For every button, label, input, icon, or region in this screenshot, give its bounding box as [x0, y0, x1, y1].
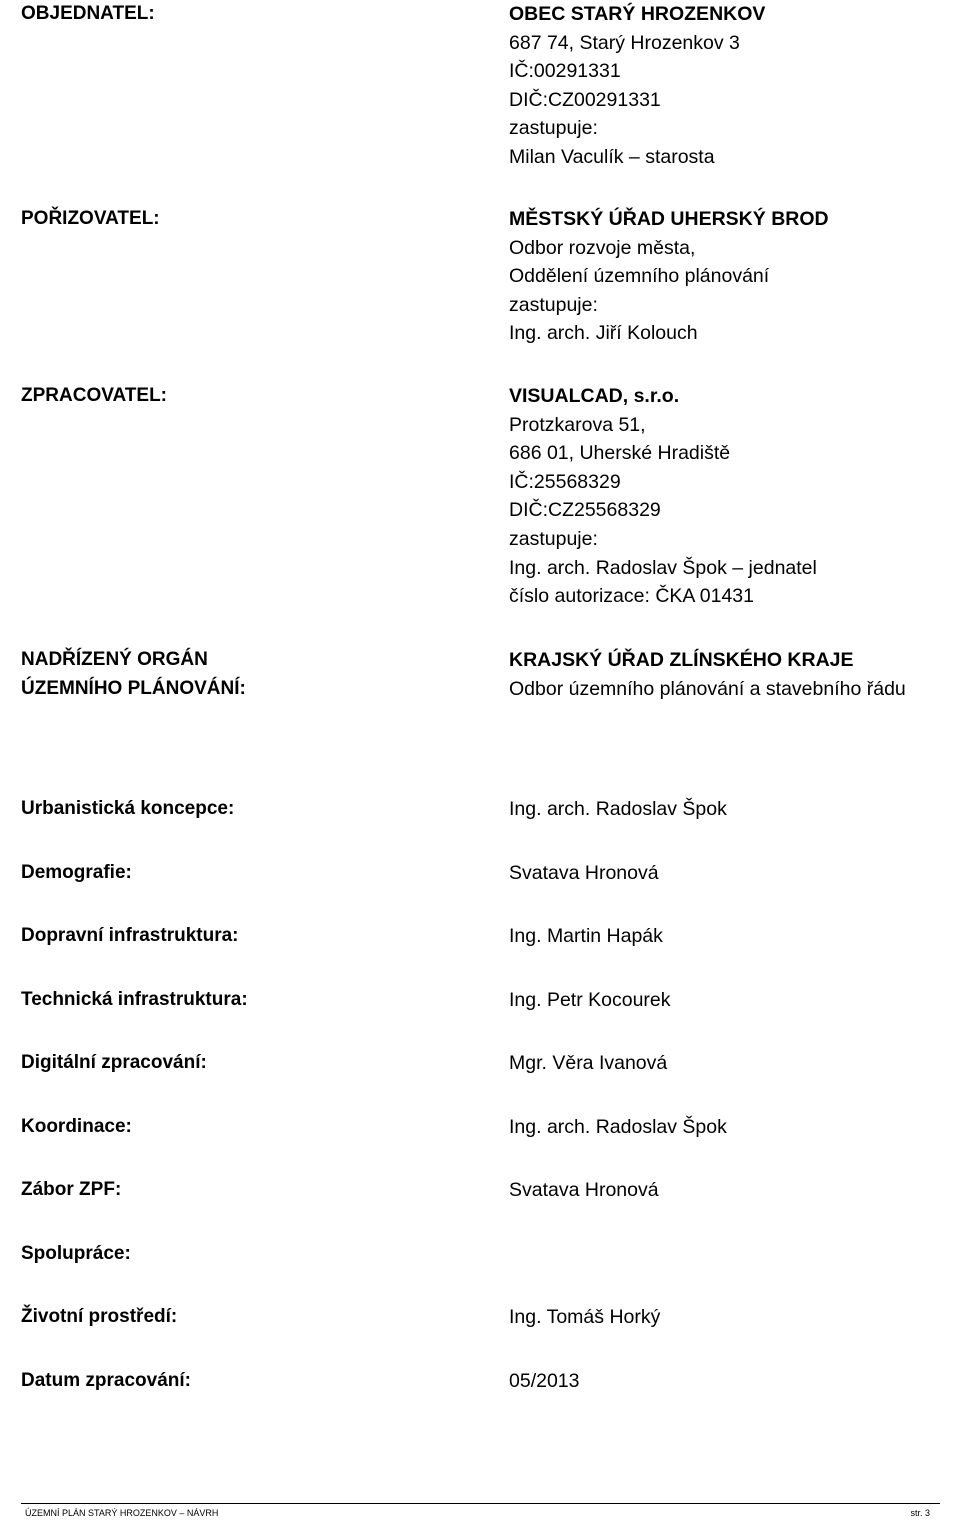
party-label: OBJEDNATEL: [21, 3, 155, 24]
party-line: Odbor rozvoje města, [509, 236, 696, 259]
party-name: KRAJSKÝ ÚŘAD ZLÍNSKÉHO KRAJE [509, 649, 854, 671]
party-line: zastupuje: [509, 293, 598, 316]
party-line: Ing. arch. Jiří Kolouch [509, 322, 698, 345]
team-person: Svatava Hronová [509, 862, 659, 884]
party-details [509, 382, 817, 611]
date-label: Datum zpracování: [21, 1370, 191, 1391]
party-label-line: NADŘÍZENÝ ORGÁN [21, 649, 208, 670]
team-person: Ing. arch. Radoslav Špok [509, 1116, 727, 1138]
party-line: IČ:25568329 [509, 470, 621, 493]
party-details [509, 205, 829, 348]
party-details [509, 646, 906, 703]
team-person: Ing. Petr Kocourek [509, 989, 671, 1011]
party-line: Oddělení územního plánování [509, 265, 770, 288]
date-value: 05/2013 [509, 1370, 580, 1392]
cooperation-person: Ing. Tomáš Horký [509, 1306, 661, 1328]
party-line: zastupuje: [509, 527, 598, 550]
footer-page-number: str. 3 [910, 1508, 930, 1518]
team-person: Svatava Hronová [509, 1179, 659, 1201]
party-label: ZPRACOVATEL: [21, 385, 168, 406]
team-role: Urbanistická koncepce: [21, 798, 235, 819]
party-label-line: ÚZEMNÍHO PLÁNOVÁNÍ: [21, 677, 246, 699]
party-line: číslo autorizace: ČKA 01431 [509, 585, 754, 608]
party-line: IČ:00291331 [509, 60, 621, 83]
footer-title: ÚZEMNÍ PLÁN STARÝ HROZENKOV – NÁVRH [25, 1508, 219, 1518]
party-line: 687 74, Starý Hrozenkov 3 [509, 31, 740, 54]
party-line: Odbor územního plánování a stavebního řádu [509, 677, 906, 700]
party-label [21, 646, 246, 703]
party-name: OBEC STARÝ HROZENKOV [509, 3, 766, 25]
team-role: Dopravní infrastruktura: [21, 925, 239, 946]
party-label: POŘIZOVATEL: [21, 208, 160, 229]
party-line: Protzkarova 51, [509, 413, 646, 436]
party-line: 686 01, Uherské Hradiště [509, 442, 731, 465]
team-role: Digitální zpracování: [21, 1052, 207, 1073]
party-line: DIČ:CZ25568329 [509, 499, 661, 522]
team-person: Ing. Martin Hapák [509, 925, 663, 947]
team-role: Demografie: [21, 862, 132, 883]
party-line: Ing. arch. Radoslav Špok – jednatel [509, 556, 817, 579]
party-details [509, 0, 765, 172]
team-role: Technická infrastruktura: [21, 989, 248, 1010]
team-person: Ing. arch. Radoslav Špok [509, 798, 727, 820]
team-role: Zábor ZPF: [21, 1179, 122, 1200]
party-line: DIČ:CZ00291331 [509, 88, 661, 111]
party-line: Milan Vaculík – starosta [509, 145, 715, 168]
team-role: Koordinace: [21, 1116, 132, 1137]
cooperation-role: Životní prostředí: [21, 1306, 178, 1327]
party-name: MĚSTSKÝ ÚŘAD UHERSKÝ BROD [509, 208, 829, 230]
party-line: zastupuje: [509, 117, 598, 140]
team-person: Mgr. Věra Ivanová [509, 1052, 668, 1074]
footer-divider [21, 1503, 940, 1504]
party-name: VISUALCAD, s.r.o. [509, 385, 680, 407]
cooperation-heading: Spolupráce: [21, 1243, 131, 1264]
